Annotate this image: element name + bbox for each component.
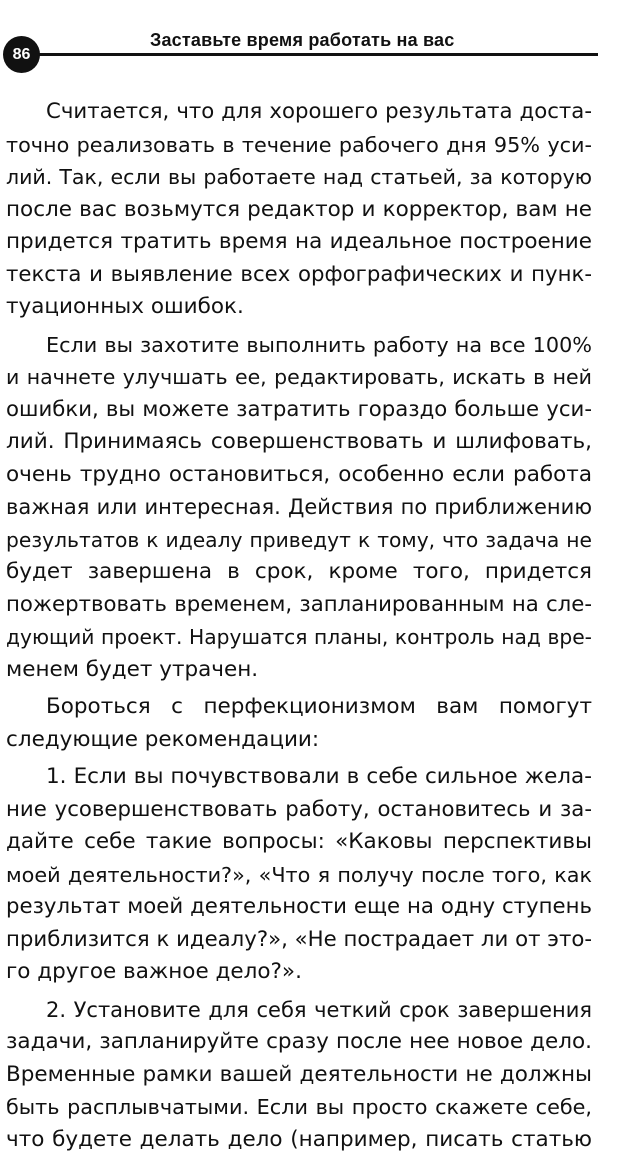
text-line: лий. Принимаясь совершенствовать и шлифовать, [6, 426, 592, 459]
text-line: важная или интересная. Действия по приближению [6, 491, 592, 524]
text-line: следующие рекомендации: [6, 724, 592, 757]
text-line: ние усовершенствовать работу, остановитесь и за- [6, 794, 592, 827]
text-line: 2. Установите для себя четкий срок завершения [6, 994, 592, 1027]
text-line: ошибки, вы можете затратить гораздо больше уси- [6, 394, 592, 427]
text-line: приблизится к идеалу?», «Не пострадает ли от это- [6, 924, 592, 957]
text-line: Если вы захотите выполнить работу на все 100% [6, 329, 592, 362]
text-line: задачи, запланируйте сразу после нее новое дело. [6, 1026, 592, 1059]
text-line: и начнете улучшать ее, редактировать, искать в ней [6, 361, 592, 394]
text-line: Считается, что для хорошего результата доста- [6, 96, 592, 129]
text-line: 1. Если вы почувствовали в себе сильное жела- [6, 761, 592, 794]
text-line: быть расплывчатыми. Если вы просто скажете себе, [6, 1091, 592, 1124]
page-number-badge: 86 [3, 36, 40, 73]
text-line: го другое важное дело?». [6, 956, 592, 989]
text-line: после вас возьмутся редактор и корректор, вам не [6, 194, 592, 227]
header-rule [30, 53, 598, 56]
text-line: дующий проект. Нарушатся планы, контроль над вре- [6, 621, 592, 654]
text-line: текста и выявление всех орфографических и пунк- [6, 259, 592, 292]
text-line: Бороться с перфекционизмом вам помогут [6, 691, 592, 724]
text-line: что будете делать дело (например, писать статью [6, 1124, 592, 1156]
text-line: туационных ошибок. [6, 291, 592, 324]
text-line: лий. Так, если вы работаете над статьей, за которую [6, 161, 592, 194]
paragraph [6, 691, 592, 756]
text-line: очень трудно остановиться, особенно если работа [6, 459, 592, 492]
paragraph [6, 329, 592, 687]
list-item [6, 761, 592, 989]
text-line: дайте себе такие вопросы: «Каковы перспективы [6, 826, 592, 859]
page-header [0, 0, 620, 78]
text-line: точно реализовать в течение рабочего дня 95% уси- [6, 129, 592, 162]
paragraph [6, 96, 592, 324]
page-body [6, 96, 592, 1156]
text-line: пожертвовать временем, запланированным на сле- [6, 589, 592, 622]
text-line: менем будет утрачен. [6, 654, 592, 687]
running-title: Заставьте время работать на вас [150, 30, 454, 51]
text-line: придется тратить время на идеальное построение [6, 226, 592, 259]
list-item [6, 994, 592, 1156]
text-line: результатов к идеалу приведут к тому, что задача не [6, 524, 592, 557]
text-line: моей деятельности?», «Что я получу после того, как [6, 859, 592, 892]
text-line: результат моей деятельности еще на одну ступень [6, 891, 592, 924]
text-line: будет завершена в срок, кроме того, придется [6, 556, 592, 589]
text-line: Временные рамки вашей деятельности не должны [6, 1059, 592, 1092]
